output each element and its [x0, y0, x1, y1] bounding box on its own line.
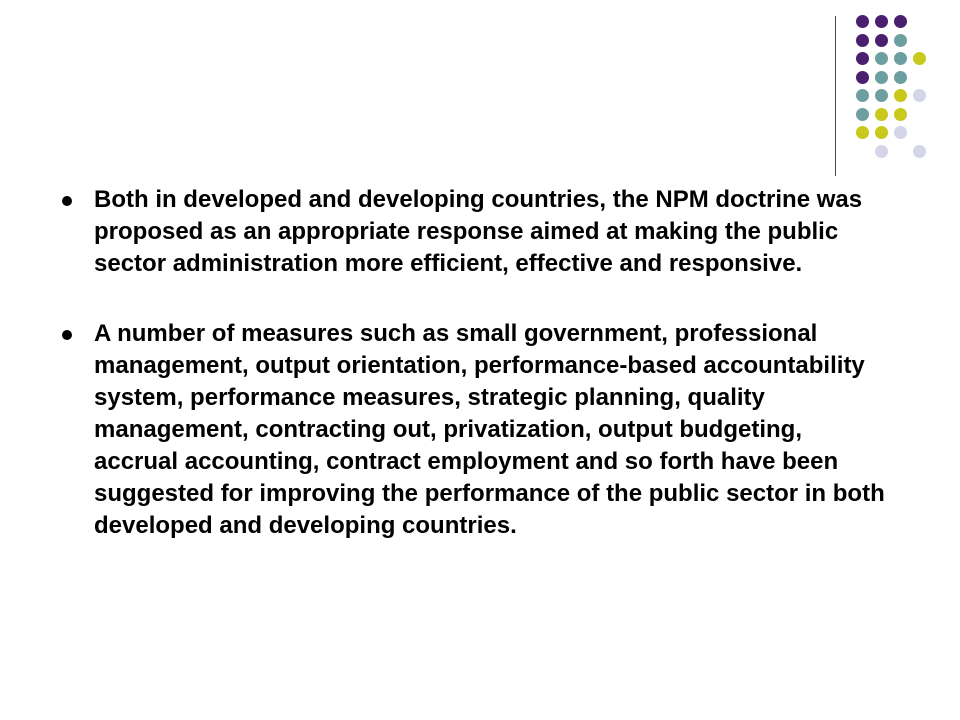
decorative-dot — [875, 71, 888, 84]
bullet-item-npm-doctrine — [62, 184, 892, 280]
decorative-dot — [894, 34, 907, 47]
bullet-icon — [62, 196, 72, 206]
decorative-dot — [856, 108, 869, 121]
decorative-dot — [875, 52, 888, 65]
bullet-icon — [62, 330, 72, 340]
decorative-dot — [875, 15, 888, 28]
bullet-text: A number of measures such as small government, professional management, output orientation, performance-based accountability system, performance measures, strategic planning, quality management, contracting out, privatization, output budgeting, accrual accounting, contract employment and so forth have been suggested for improving the performance of the public sector in both developed and developing countries. — [94, 320, 885, 539]
decorative-dot — [856, 71, 869, 84]
decorative-dot — [875, 126, 888, 139]
decorative-dot — [894, 71, 907, 84]
decorative-dot — [856, 15, 869, 28]
decorative-dot — [913, 145, 926, 158]
decorative-dot — [856, 34, 869, 47]
decorative-dot — [856, 89, 869, 102]
decorative-dot-grid — [0, 0, 960, 180]
bullet-item-measures — [62, 318, 892, 542]
decorative-dot — [894, 52, 907, 65]
decorative-dot — [894, 15, 907, 28]
decorative-dot — [875, 89, 888, 102]
bullet-text: Both in developed and developing countries, the NPM doctrine was proposed as an appropriate response aimed at making the public sector administration more efficient, effective and responsive. — [94, 186, 863, 277]
decorative-dot — [856, 52, 869, 65]
decorative-dot — [875, 108, 888, 121]
slide-body — [62, 184, 892, 580]
decorative-vertical-line — [835, 16, 836, 176]
decorative-dot — [894, 126, 907, 139]
decorative-dot — [913, 89, 926, 102]
decorative-dot — [856, 126, 869, 139]
decorative-dot — [875, 34, 888, 47]
decorative-dot — [875, 145, 888, 158]
decorative-dot — [894, 89, 907, 102]
decorative-dot — [894, 108, 907, 121]
decorative-dot — [913, 52, 926, 65]
